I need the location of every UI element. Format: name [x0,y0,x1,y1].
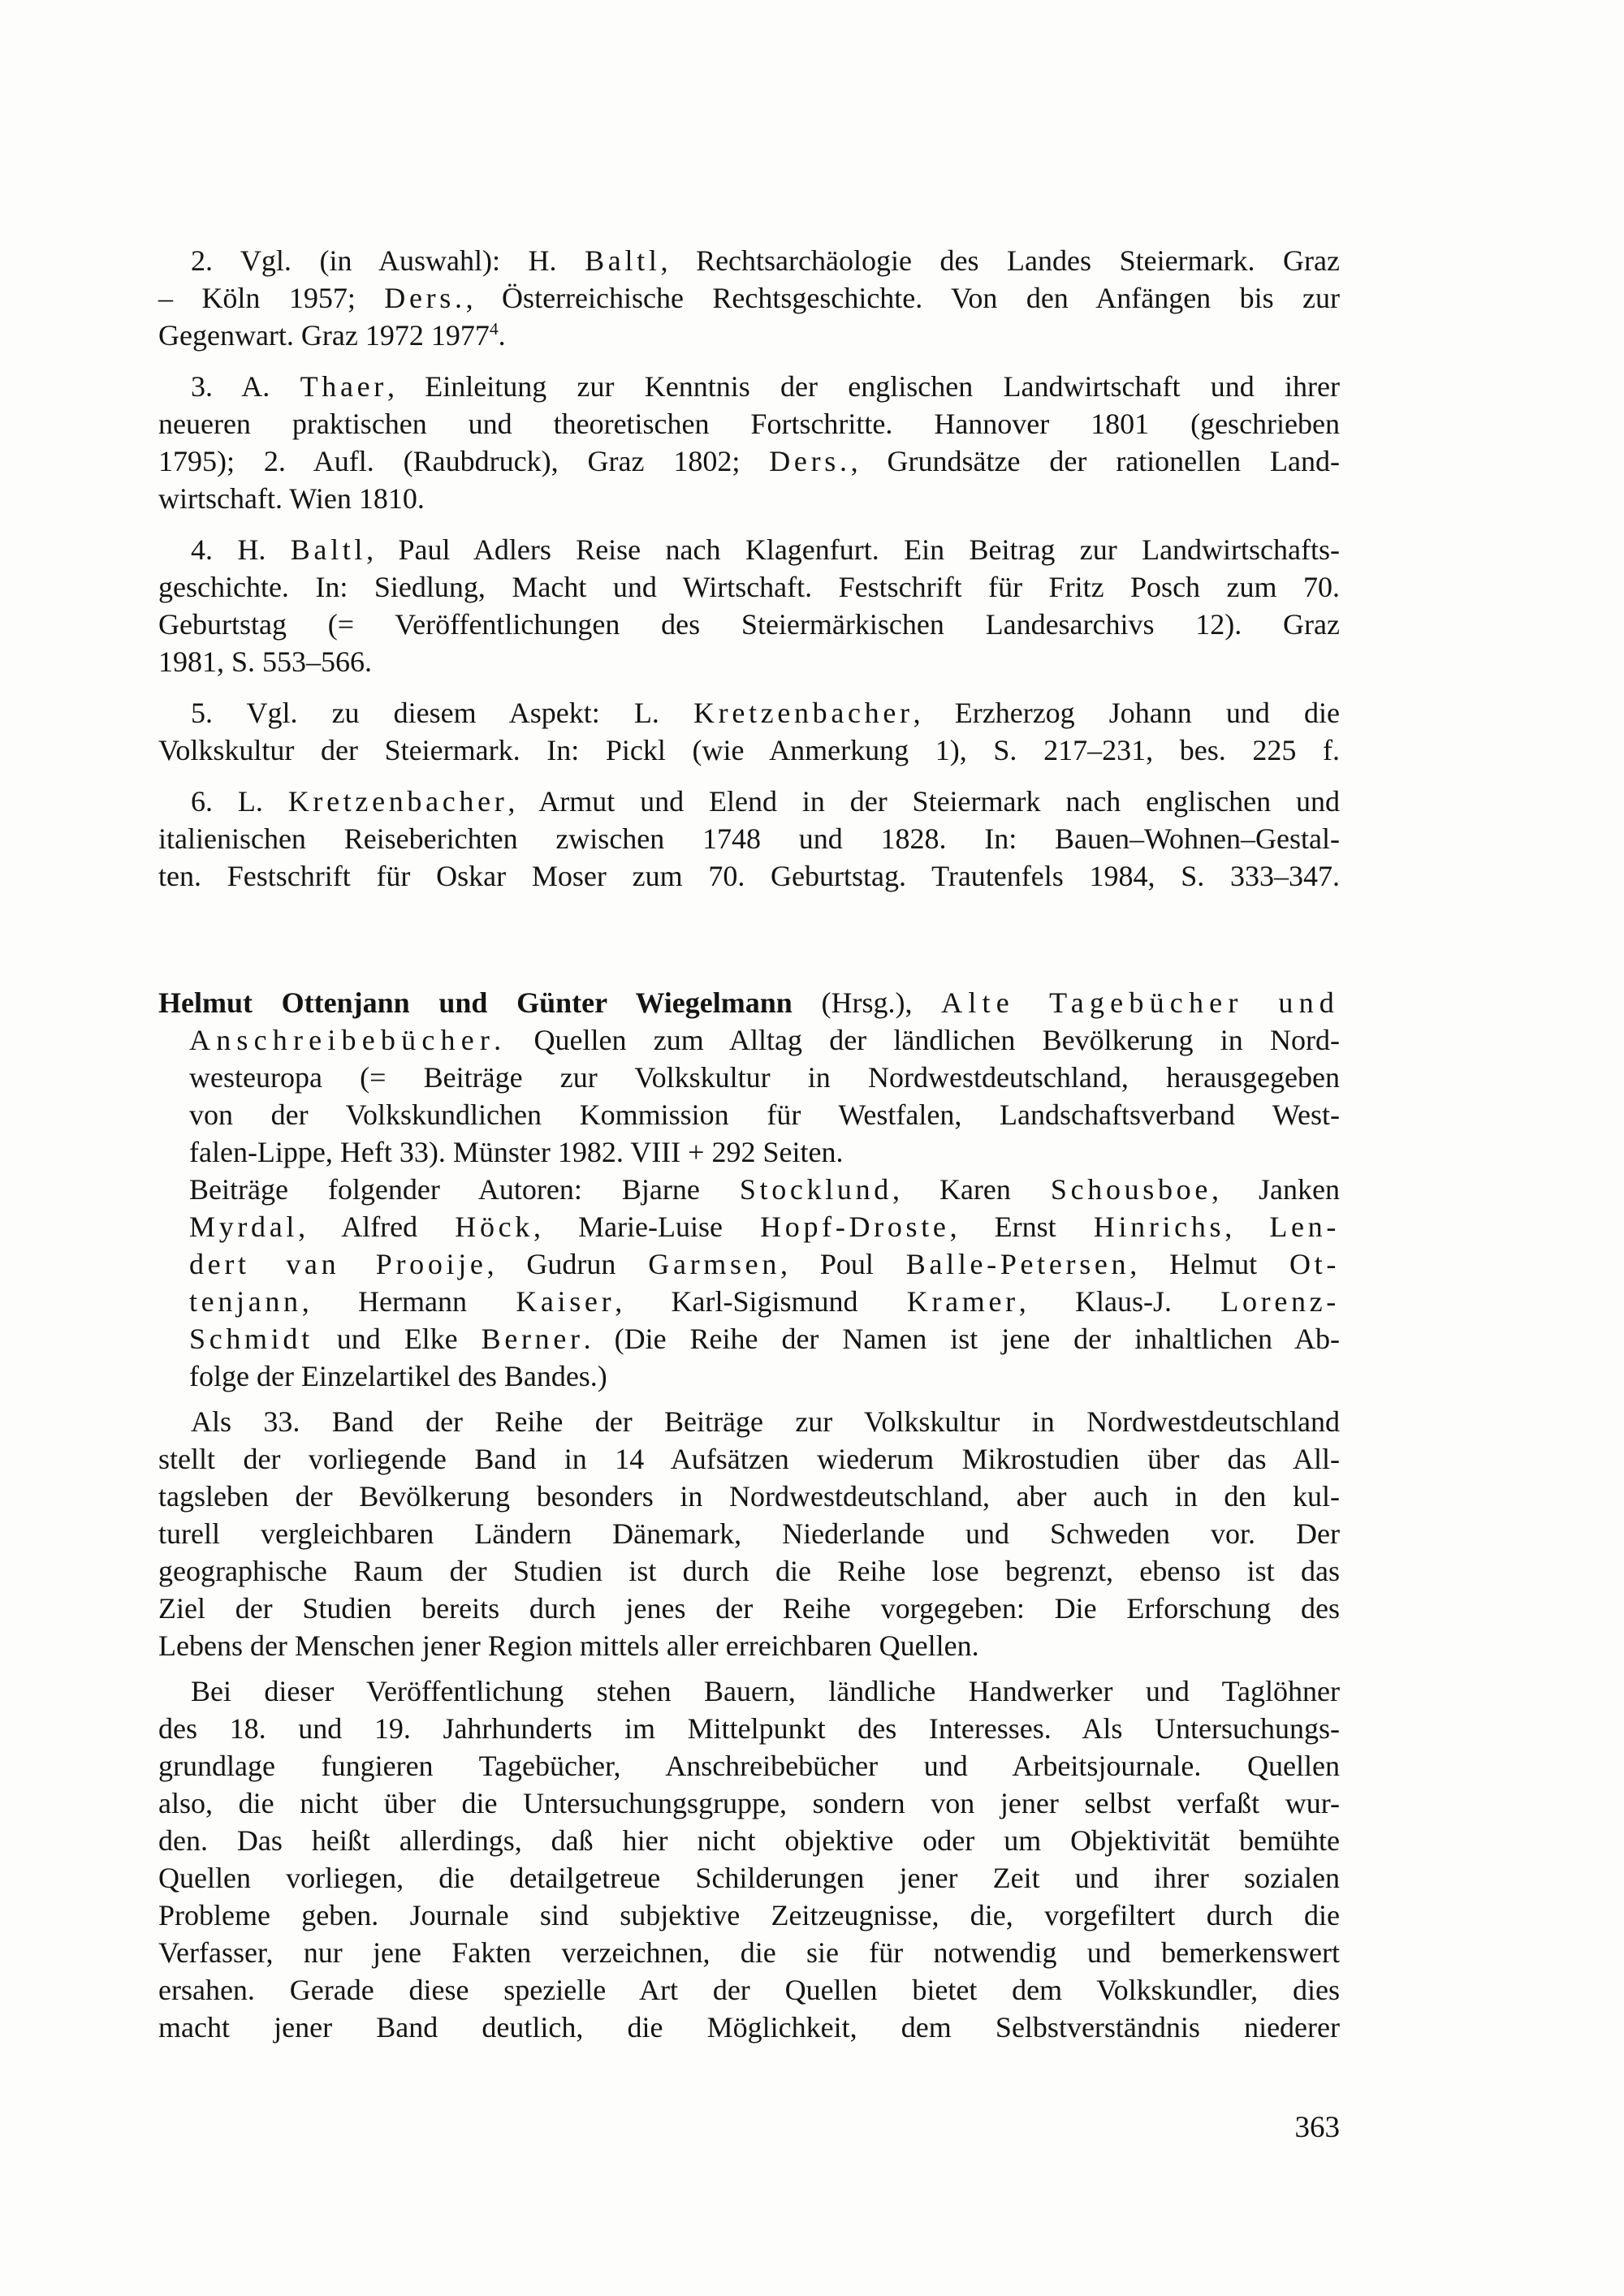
footnote-5 [158,694,1340,769]
text-segment: (Hrsg.), [792,986,942,1019]
text-line [158,2009,1340,2046]
text-line [158,317,1340,354]
text-segment: , Karen [892,1173,1051,1206]
text-segment: Thaer [300,370,387,403]
text-line [158,1747,1340,1785]
text-segment: Ders. [384,282,466,314]
text-segment: ten. Festschrift für Oskar Moser zum 70. Geburtstag. Trautenfels 1984, S. 333–347. [158,860,1340,892]
text-segment: Höck [455,1211,533,1243]
text-segment: geographische Raum der Studien ist durch die Reihe lose begrenzt, ebenso ist das [158,1555,1340,1587]
text-line [158,480,1340,517]
text-line [158,242,1340,279]
text-segment: Gegenwart. Graz 1972 1977 [158,319,490,352]
text-segment: Kretzenbacher [287,785,508,818]
text-line [158,279,1340,317]
review-authors [158,1171,1340,1395]
text-segment: Alte Tagebücher und [941,986,1340,1019]
text-line [158,1478,1340,1515]
text-segment: Kretzenbacher [693,697,914,729]
text-line [158,1859,1340,1897]
text-segment: Schousboe [1050,1173,1212,1206]
text-line [158,1897,1340,1934]
text-segment: den. Das heißt allerdings, daß hier nicht objektive oder um Objektivität bemühte [158,1824,1340,1857]
text-line [158,1822,1340,1859]
text-line [158,531,1340,568]
text-segment: Quellen zum Alltag der ländlichen Bevölkerung in Nord- [507,1024,1340,1056]
text-line [158,643,1340,680]
text-line [158,1590,1340,1627]
text-segment: Garmsen [648,1248,781,1280]
text-segment: 3. A. [191,370,300,403]
text-segment: , Erzherzog Johann und die [913,697,1340,729]
text-line [158,1552,1340,1590]
text-segment: Beiträge folgender Autoren: Bjarne [189,1173,740,1206]
text-segment: , Paul Adlers Reise nach Klagenfurt. Ein Beitrag zur Landwirtschafts- [366,533,1341,566]
text-line [158,820,1340,857]
text-segment: Len- [1269,1211,1341,1243]
text-line [158,606,1340,643]
text-line [158,1934,1340,1971]
text-segment: von der Volkskundlichen Kommission für Westfalen, Landschaftsverband West- [189,1098,1340,1131]
text-segment: 6. L. [191,785,288,818]
footnote-6 [158,783,1340,895]
text-segment: Kaiser [516,1285,615,1318]
text-line [158,1245,1340,1283]
text-segment: , Janken [1212,1173,1340,1206]
text-line [158,857,1340,895]
text-segment: Probleme geben. Journale sind subjektive Zeitzeugnisse, die, vorgefiltert durch die [158,1899,1340,1931]
text-segment: 4 [489,319,499,339]
text-line [158,1440,1340,1478]
text-line [158,568,1340,606]
text-segment: macht jener Band deutlich, die Möglichkeit, dem Selbstverständnis niederer [158,2011,1340,2044]
text-segment: tagsleben der Bevölkerung besonders in Nordwestdeutschland, aber auch in den kul- [158,1480,1340,1513]
text-segment: 1795); 2. Aufl. (Raubdruck), Graz 1802; [158,445,770,477]
text-segment: Stocklund [739,1173,892,1206]
text-segment: Geburtstag (= Veröffentlichungen des Steiermärkischen Landesarchivs 12). Graz [158,608,1340,641]
text-line [158,1357,1340,1395]
text-segment: , Karl-Sigismund [615,1285,907,1318]
text-segment: , Österreichische Rechtsgeschichte. Von den Anfängen bis zur [465,282,1340,314]
text-segment: Hinrichs [1093,1211,1225,1243]
text-segment: Quellen vorliegen, die detailgetreue Schilderungen jener Zeit und ihrer sozialen [158,1862,1340,1894]
text-segment: Ziel der Studien bereits durch jenes der Reihe vorgegeben: Die Erforschung des [158,1592,1340,1625]
text-segment: Verfasser, nur jene Fakten verzeichnen, die sie für notwendig und bemerkenswert [158,1936,1340,1969]
text-segment: , Einleitung zur Kenntnis der englischen Landwirtschaft und ihrer [387,370,1340,403]
text-segment: Kramer [906,1285,1019,1318]
text-line [158,1283,1340,1320]
text-line [158,1021,1340,1059]
text-line [158,1208,1340,1245]
text-segment: folge der Einzelartikel des Bandes.) [189,1360,607,1392]
text-column [158,242,1340,2046]
text-segment: Volkskultur der Steiermark. In: Pickl (wie Anmerkung 1), S. 217–231, bes. 225 f. [158,734,1340,766]
text-segment: stellt der vorliegende Band in 14 Aufsätzen wiederum Mikrostudien über das All- [158,1443,1340,1475]
text-segment: Anschreibebücher. [189,1024,508,1056]
text-segment: falen-Lippe, Heft 33). Münster 1982. VIII + 292 Seiten. [189,1136,844,1168]
text-segment: , Gudrun [486,1248,649,1280]
text-line [158,1710,1340,1747]
text-segment: turell vergleichbaren Ländern Dänemark, Niederlande und Schweden vor. Der [158,1517,1340,1550]
text-segment: , Alfred [298,1211,456,1243]
text-segment: Myrdal [189,1211,299,1243]
text-segment: – Köln 1957; [158,282,385,314]
text-segment: 5. Vgl. zu diesem Aspekt: L. [191,697,693,729]
text-segment: italienischen Reiseberichten zwischen 1748 und 1828. In: Bauen–Wohnen–Gestal- [158,822,1340,855]
text-segment: dert van Prooije [189,1248,487,1280]
text-segment: Berner [481,1323,584,1355]
text-segment: Bei dieser Veröffentlichung stehen Bauern, ländliche Handwerker und Taglöhner [191,1675,1340,1707]
text-segment: , Hermann [301,1285,516,1318]
text-segment: , Klaus-J. [1018,1285,1221,1318]
text-line [158,1059,1340,1096]
text-segment: , Poul [780,1248,906,1280]
text-segment: geschichte. In: Siedlung, Macht und Wirtschaft. Festschrift für Fritz Posch zum 70. [158,571,1340,603]
text-segment: 2. Vgl. (in Auswahl): H. [191,244,585,277]
text-segment: Hopf-Droste [760,1211,950,1243]
text-segment: also, die nicht über die Untersuchungsgruppe, sondern von jener selbst verfaßt wur- [158,1787,1340,1819]
text-line [158,1403,1340,1440]
text-segment: und Elke [313,1323,482,1355]
text-segment: . (Die Reihe der Namen ist jene der inhaltlichen Ab- [583,1323,1340,1355]
text-segment: Lebens der Menschen jener Region mittels aller erreichbaren Quellen. [158,1629,979,1662]
text-segment: , Ernst [949,1211,1094,1243]
text-line [158,1627,1340,1664]
text-line [158,1133,1340,1171]
text-segment: Baltl [585,244,661,277]
text-segment: ersahen. Gerade diese spezielle Art der Quellen bietet dem Volkskundler, dies [158,1974,1340,2006]
text-segment: Ot- [1289,1248,1340,1280]
text-segment: neueren praktischen und theoretischen Fortschritte. Hannover 1801 (geschrieben [158,408,1340,440]
text-segment: Helmut Ottenjann und Günter Wiegelmann [158,986,793,1019]
text-segment: , Rechtsarchäologie des Landes Steiermark. Graz [660,244,1341,277]
text-segment: Als 33. Band der Reihe der Beiträge zur Volkskultur in Nordwestdeutschland [191,1405,1340,1438]
text-segment: tenjann [189,1285,302,1318]
page-number: 363 [1294,2111,1340,2144]
footnote-2 [158,242,1340,354]
text-line [158,1785,1340,1822]
text-line [158,1171,1340,1208]
text-line [158,405,1340,442]
text-line [158,732,1340,769]
text-line [158,1672,1340,1710]
text-segment: , Armut und Elend in der Steiermark nach englischen und [508,785,1340,818]
text-segment: Balle-Petersen [905,1248,1130,1280]
text-segment: grundlage fungieren Tagebücher, Anschreibebücher und Arbeitsjournale. Quellen [158,1750,1340,1782]
text-segment: , Marie-Luise [533,1211,761,1243]
text-line [158,1320,1340,1357]
text-segment: , Helmut [1129,1248,1289,1280]
review-body-paragraph-2 [158,1672,1340,2046]
footnote-3 [158,368,1340,517]
text-segment: wirtschaft. Wien 1810. [158,482,425,515]
text-segment: , [1224,1211,1270,1243]
text-segment: , Grundsätze der rationellen Land- [850,445,1340,477]
text-line [158,442,1340,480]
review-body-paragraph-1 [158,1403,1340,1664]
text-line [158,783,1340,820]
text-segment: Schmidt [189,1323,313,1355]
text-line [158,368,1340,405]
text-segment: Baltl [290,533,367,566]
text-segment: . [498,319,506,352]
text-segment: Lorenz- [1220,1285,1340,1318]
text-segment: Ders. [769,445,851,477]
text-segment: westeuropa (= Beiträge zur Volkskultur in Nordwestdeutschland, herausgegeben [189,1061,1340,1094]
text-line [158,1971,1340,2009]
footnote-4 [158,531,1340,680]
text-line [158,1096,1340,1133]
text-line [158,1515,1340,1552]
text-segment: 1981, S. 553–566. [158,645,373,678]
text-segment: des 18. und 19. Jahrhunderts im Mittelpunkt des Interesses. Als Untersuchungs- [158,1712,1340,1745]
text-segment: 4. H. [191,533,291,566]
review-heading [158,984,1340,1171]
text-line [158,694,1340,732]
text-line [158,984,1340,1021]
